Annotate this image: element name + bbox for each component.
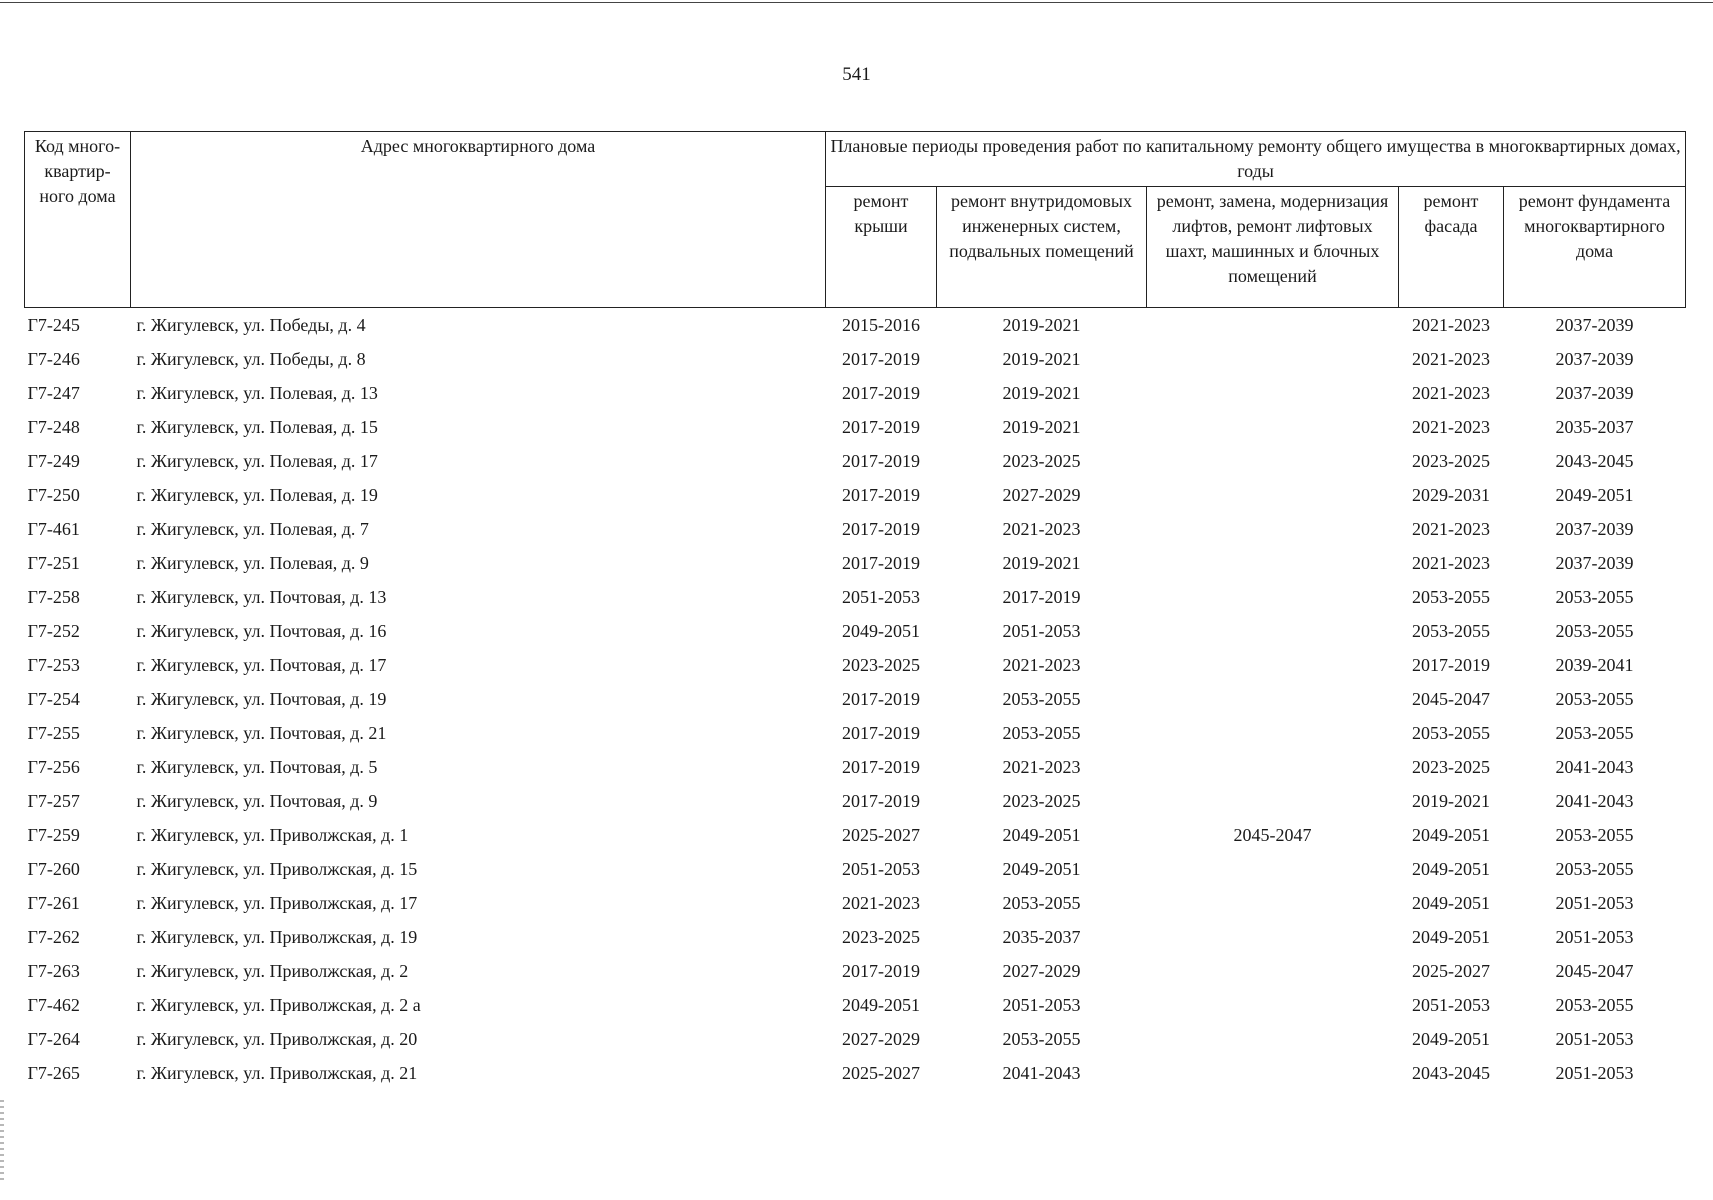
cell-address: г. Жигулевск, ул. Полевая, д. 17 — [136, 450, 378, 471]
cell-foundation: 2037-2039 — [1555, 314, 1634, 335]
cell-address: г. Жигулевск, ул. Полевая, д. 15 — [136, 416, 378, 437]
table-row — [25, 614, 1686, 648]
cell-roof: 2017-2019 — [842, 790, 920, 811]
cell-address: г. Жигулевск, ул. Приволжская, д. 2 — [136, 960, 409, 981]
cell-engineering: 2049-2051 — [1002, 858, 1081, 879]
cell-roof: 2017-2019 — [842, 960, 920, 981]
cell-code: Г7-246 — [27, 348, 80, 369]
cell-elevators — [1147, 342, 1399, 376]
cell-engineering: 2019-2021 — [1002, 382, 1081, 403]
cell-address: г. Жигулевск, ул. Победы, д. 8 — [136, 348, 366, 369]
cell-facade: 2017-2019 — [1412, 654, 1490, 675]
cell-address: г. Жигулевск, ул. Почтовая, д. 17 — [136, 654, 387, 675]
cell-roof: 2027-2029 — [842, 1028, 920, 1049]
cell-code: Г7-264 — [27, 1028, 80, 1049]
cell-engineering: 2023-2025 — [1002, 450, 1081, 471]
table-row — [25, 1056, 1686, 1090]
cell-code: Г7-247 — [27, 382, 80, 403]
cell-engineering: 2021-2023 — [1002, 756, 1081, 777]
cell-facade: 2021-2023 — [1412, 416, 1490, 437]
cell-elevators — [1147, 410, 1399, 444]
cell-elevators — [1147, 1056, 1399, 1090]
cell-roof: 2017-2019 — [842, 382, 920, 403]
cell-foundation: 2037-2039 — [1555, 518, 1634, 539]
cell-roof: 2017-2019 — [842, 552, 920, 573]
table-row — [25, 920, 1686, 954]
cell-elevators — [1147, 478, 1399, 512]
cell-roof: 2049-2051 — [842, 620, 920, 641]
cell-elevators — [1147, 614, 1399, 648]
cell-address: г. Жигулевск, ул. Приволжская, д. 20 — [136, 1028, 418, 1049]
cell-roof: 2051-2053 — [842, 586, 920, 607]
cell-elevators — [1147, 682, 1399, 716]
cell-engineering: 2049-2051 — [1002, 824, 1081, 845]
cell-roof: 2015-2016 — [842, 314, 920, 335]
cell-foundation: 2035-2037 — [1555, 416, 1634, 437]
cell-foundation: 2053-2055 — [1555, 620, 1634, 641]
cell-address: г. Жигулевск, ул. Приволжская, д. 2 а — [136, 994, 421, 1015]
table-row — [25, 512, 1686, 546]
cell-roof: 2051-2053 — [842, 858, 920, 879]
cell-elevators — [1147, 784, 1399, 818]
cell-elevators — [1147, 886, 1399, 920]
cell-elevators — [1147, 716, 1399, 750]
cell-code: Г7-255 — [27, 722, 80, 743]
table-row — [25, 988, 1686, 1022]
table-row — [25, 750, 1686, 784]
cell-address: г. Жигулевск, ул. Приволжская, д. 1 — [136, 824, 409, 845]
cell-facade: 2023-2025 — [1412, 450, 1490, 471]
cell-elevators — [1147, 750, 1399, 784]
cell-facade: 2021-2023 — [1412, 518, 1490, 539]
header-elevators: ремонт, замена, модернизация лифтов, ремонт лифтовых шахт, машинных и блочных помещений — [1147, 187, 1399, 308]
cell-code: Г7-245 — [27, 314, 80, 335]
capital-repair-table — [24, 131, 1686, 1090]
cell-engineering: 2041-2043 — [1002, 1062, 1081, 1083]
cell-facade: 2049-2051 — [1412, 824, 1490, 845]
cell-code: Г7-254 — [27, 688, 80, 709]
cell-facade: 2029-2031 — [1412, 484, 1490, 505]
header-address: Адрес многоквартирного дома — [131, 132, 826, 308]
cell-engineering: 2019-2021 — [1002, 416, 1081, 437]
cell-code: Г7-252 — [27, 620, 80, 641]
cell-elevators — [1147, 648, 1399, 682]
cell-code: Г7-261 — [27, 892, 80, 913]
table-row — [25, 546, 1686, 580]
cell-elevators — [1147, 1022, 1399, 1056]
cell-code: Г7-259 — [27, 824, 80, 845]
cell-engineering: 2051-2053 — [1002, 994, 1081, 1015]
cell-foundation: 2053-2055 — [1555, 994, 1634, 1015]
cell-code: Г7-256 — [27, 756, 80, 777]
cell-foundation: 2045-2047 — [1555, 960, 1634, 981]
table-row — [25, 478, 1686, 512]
cell-foundation: 2037-2039 — [1555, 348, 1634, 369]
cell-facade: 2051-2053 — [1412, 994, 1490, 1015]
cell-engineering: 2027-2029 — [1002, 484, 1081, 505]
table-row — [25, 376, 1686, 410]
cell-address: г. Жигулевск, ул. Почтовая, д. 21 — [136, 722, 387, 743]
cell-code: Г7-462 — [27, 994, 80, 1015]
cell-elevators — [1147, 512, 1399, 546]
cell-foundation: 2051-2053 — [1555, 1062, 1634, 1083]
cell-foundation: 2041-2043 — [1555, 756, 1634, 777]
page-number: 541 — [842, 64, 871, 85]
table-row — [25, 648, 1686, 682]
cell-address: г. Жигулевск, ул. Полевая, д. 19 — [136, 484, 378, 505]
cell-engineering: 2019-2021 — [1002, 314, 1081, 335]
cell-elevators — [1147, 444, 1399, 478]
cell-facade: 2021-2023 — [1412, 348, 1490, 369]
table-row — [25, 1022, 1686, 1056]
table-row — [25, 784, 1686, 818]
cell-foundation: 2043-2045 — [1555, 450, 1634, 471]
cell-code: Г7-461 — [27, 518, 80, 539]
cell-elevators — [1147, 546, 1399, 580]
cell-roof: 2017-2019 — [842, 348, 920, 369]
cell-foundation: 2049-2051 — [1555, 484, 1634, 505]
cell-code: Г7-265 — [27, 1062, 80, 1083]
cell-roof: 2023-2025 — [842, 926, 920, 947]
cell-foundation: 2051-2053 — [1555, 1028, 1634, 1049]
cell-facade: 2021-2023 — [1412, 552, 1490, 573]
cell-foundation: 2053-2055 — [1555, 722, 1634, 743]
cell-facade: 2049-2051 — [1412, 892, 1490, 913]
top-border-line — [0, 2, 1713, 3]
cell-code: Г7-257 — [27, 790, 80, 811]
table-row — [25, 410, 1686, 444]
table-row — [25, 954, 1686, 988]
cell-engineering: 2053-2055 — [1002, 688, 1081, 709]
cell-roof: 2023-2025 — [842, 654, 920, 675]
cell-foundation: 2037-2039 — [1555, 382, 1634, 403]
header-engineering: ремонт внутридомовых инженерных систем, подвальных помещений — [937, 187, 1147, 308]
cell-code: Г7-262 — [27, 926, 80, 947]
cell-engineering: 2017-2019 — [1002, 586, 1081, 607]
cell-address: г. Жигулевск, ул. Приволжская, д. 15 — [136, 858, 418, 879]
header-foundation: ремонт фундамента многоквартирного дома — [1504, 187, 1686, 308]
cell-code: Г7-253 — [27, 654, 80, 675]
cell-code: Г7-248 — [27, 416, 80, 437]
cell-facade: 2049-2051 — [1412, 858, 1490, 879]
cell-roof: 2017-2019 — [842, 484, 920, 505]
header-code: Код много-квартир-ного дома — [25, 132, 131, 308]
cell-facade: 2053-2055 — [1412, 722, 1490, 743]
cell-facade: 2019-2021 — [1412, 790, 1490, 811]
cell-address: г. Жигулевск, ул. Почтовая, д. 13 — [136, 586, 387, 607]
cell-foundation: 2051-2053 — [1555, 892, 1634, 913]
cell-roof: 2021-2023 — [842, 892, 920, 913]
cell-roof: 2025-2027 — [842, 1062, 920, 1083]
cell-code: Г7-250 — [27, 484, 80, 505]
table-row — [25, 818, 1686, 852]
cell-code: Г7-258 — [27, 586, 80, 607]
cell-engineering: 2051-2053 — [1002, 620, 1081, 641]
cell-facade: 2021-2023 — [1412, 382, 1490, 403]
cell-engineering: 2053-2055 — [1002, 722, 1081, 743]
table-row — [25, 580, 1686, 614]
cell-roof: 2017-2019 — [842, 416, 920, 437]
cell-elevators — [1147, 376, 1399, 410]
cell-foundation: 2041-2043 — [1555, 790, 1634, 811]
cell-address: г. Жигулевск, ул. Почтовая, д. 5 — [136, 756, 378, 777]
cell-address: г. Жигулевск, ул. Почтовая, д. 9 — [136, 790, 378, 811]
cell-address: г. Жигулевск, ул. Почтовая, д. 19 — [136, 688, 387, 709]
cell-address: г. Жигулевск, ул. Приволжская, д. 21 — [136, 1062, 418, 1083]
table-row — [25, 682, 1686, 716]
cell-elevators — [1147, 920, 1399, 954]
table-row — [25, 444, 1686, 478]
cell-roof: 2017-2019 — [842, 756, 920, 777]
cell-facade: 2045-2047 — [1412, 688, 1490, 709]
cell-engineering: 2035-2037 — [1002, 926, 1081, 947]
cell-roof: 2049-2051 — [842, 994, 920, 1015]
cell-facade: 2053-2055 — [1412, 620, 1490, 641]
cell-address: г. Жигулевск, ул. Полевая, д. 7 — [136, 518, 369, 539]
cell-address: г. Жигулевск, ул. Полевая, д. 13 — [136, 382, 378, 403]
cell-code: Г7-263 — [27, 960, 80, 981]
cell-foundation: 2039-2041 — [1555, 654, 1634, 675]
header-periods: Плановые периоды проведения работ по капитальному ремонту общего имущества в многоквартирных домах, годы — [826, 132, 1686, 187]
table-row — [25, 342, 1686, 376]
cell-facade: 2021-2023 — [1412, 314, 1490, 335]
table-body — [25, 308, 1686, 1091]
cell-engineering: 2053-2055 — [1002, 1028, 1081, 1049]
cell-address: г. Жигулевск, ул. Почтовая, д. 16 — [136, 620, 387, 641]
cell-code: Г7-260 — [27, 858, 80, 879]
cell-roof: 2017-2019 — [842, 688, 920, 709]
cell-roof: 2017-2019 — [842, 518, 920, 539]
cell-roof: 2017-2019 — [842, 450, 920, 471]
cell-address: г. Жигулевск, ул. Приволжская, д. 17 — [136, 892, 418, 913]
cell-facade: 2049-2051 — [1412, 1028, 1490, 1049]
cell-engineering: 2053-2055 — [1002, 892, 1081, 913]
cell-facade: 2053-2055 — [1412, 586, 1490, 607]
table-row — [25, 716, 1686, 750]
cell-code: Г7-249 — [27, 450, 80, 471]
cell-roof: 2025-2027 — [842, 824, 920, 845]
header-facade: ремонт фасада — [1399, 187, 1504, 308]
cell-facade: 2025-2027 — [1412, 960, 1490, 981]
cell-engineering: 2019-2021 — [1002, 552, 1081, 573]
cell-elevators — [1147, 308, 1399, 343]
cell-foundation: 2051-2053 — [1555, 926, 1634, 947]
cell-elevators — [1147, 988, 1399, 1022]
cell-elevators — [1147, 580, 1399, 614]
cell-elevators: 2045-2047 — [1233, 824, 1312, 845]
cell-engineering: 2021-2023 — [1002, 654, 1081, 675]
cell-foundation: 2053-2055 — [1555, 586, 1634, 607]
cell-foundation: 2037-2039 — [1555, 552, 1634, 573]
cell-elevators — [1147, 852, 1399, 886]
cell-engineering: 2021-2023 — [1002, 518, 1081, 539]
header-roof: ремонт крыши — [826, 187, 937, 308]
cell-engineering: 2027-2029 — [1002, 960, 1081, 981]
cell-engineering: 2019-2021 — [1002, 348, 1081, 369]
cell-address: г. Жигулевск, ул. Победы, д. 4 — [136, 314, 366, 335]
scan-artifact — [0, 1100, 4, 1180]
table-row — [25, 852, 1686, 886]
cell-address: г. Жигулевск, ул. Приволжская, д. 19 — [136, 926, 418, 947]
cell-facade: 2049-2051 — [1412, 926, 1490, 947]
cell-roof: 2017-2019 — [842, 722, 920, 743]
cell-engineering: 2023-2025 — [1002, 790, 1081, 811]
cell-foundation: 2053-2055 — [1555, 688, 1634, 709]
table-row — [25, 308, 1686, 343]
cell-foundation: 2053-2055 — [1555, 824, 1634, 845]
cell-address: г. Жигулевск, ул. Полевая, д. 9 — [136, 552, 369, 573]
cell-elevators — [1147, 954, 1399, 988]
cell-facade: 2043-2045 — [1412, 1062, 1490, 1083]
cell-facade: 2023-2025 — [1412, 756, 1490, 777]
table-row — [25, 886, 1686, 920]
cell-code: Г7-251 — [27, 552, 80, 573]
cell-foundation: 2053-2055 — [1555, 858, 1634, 879]
